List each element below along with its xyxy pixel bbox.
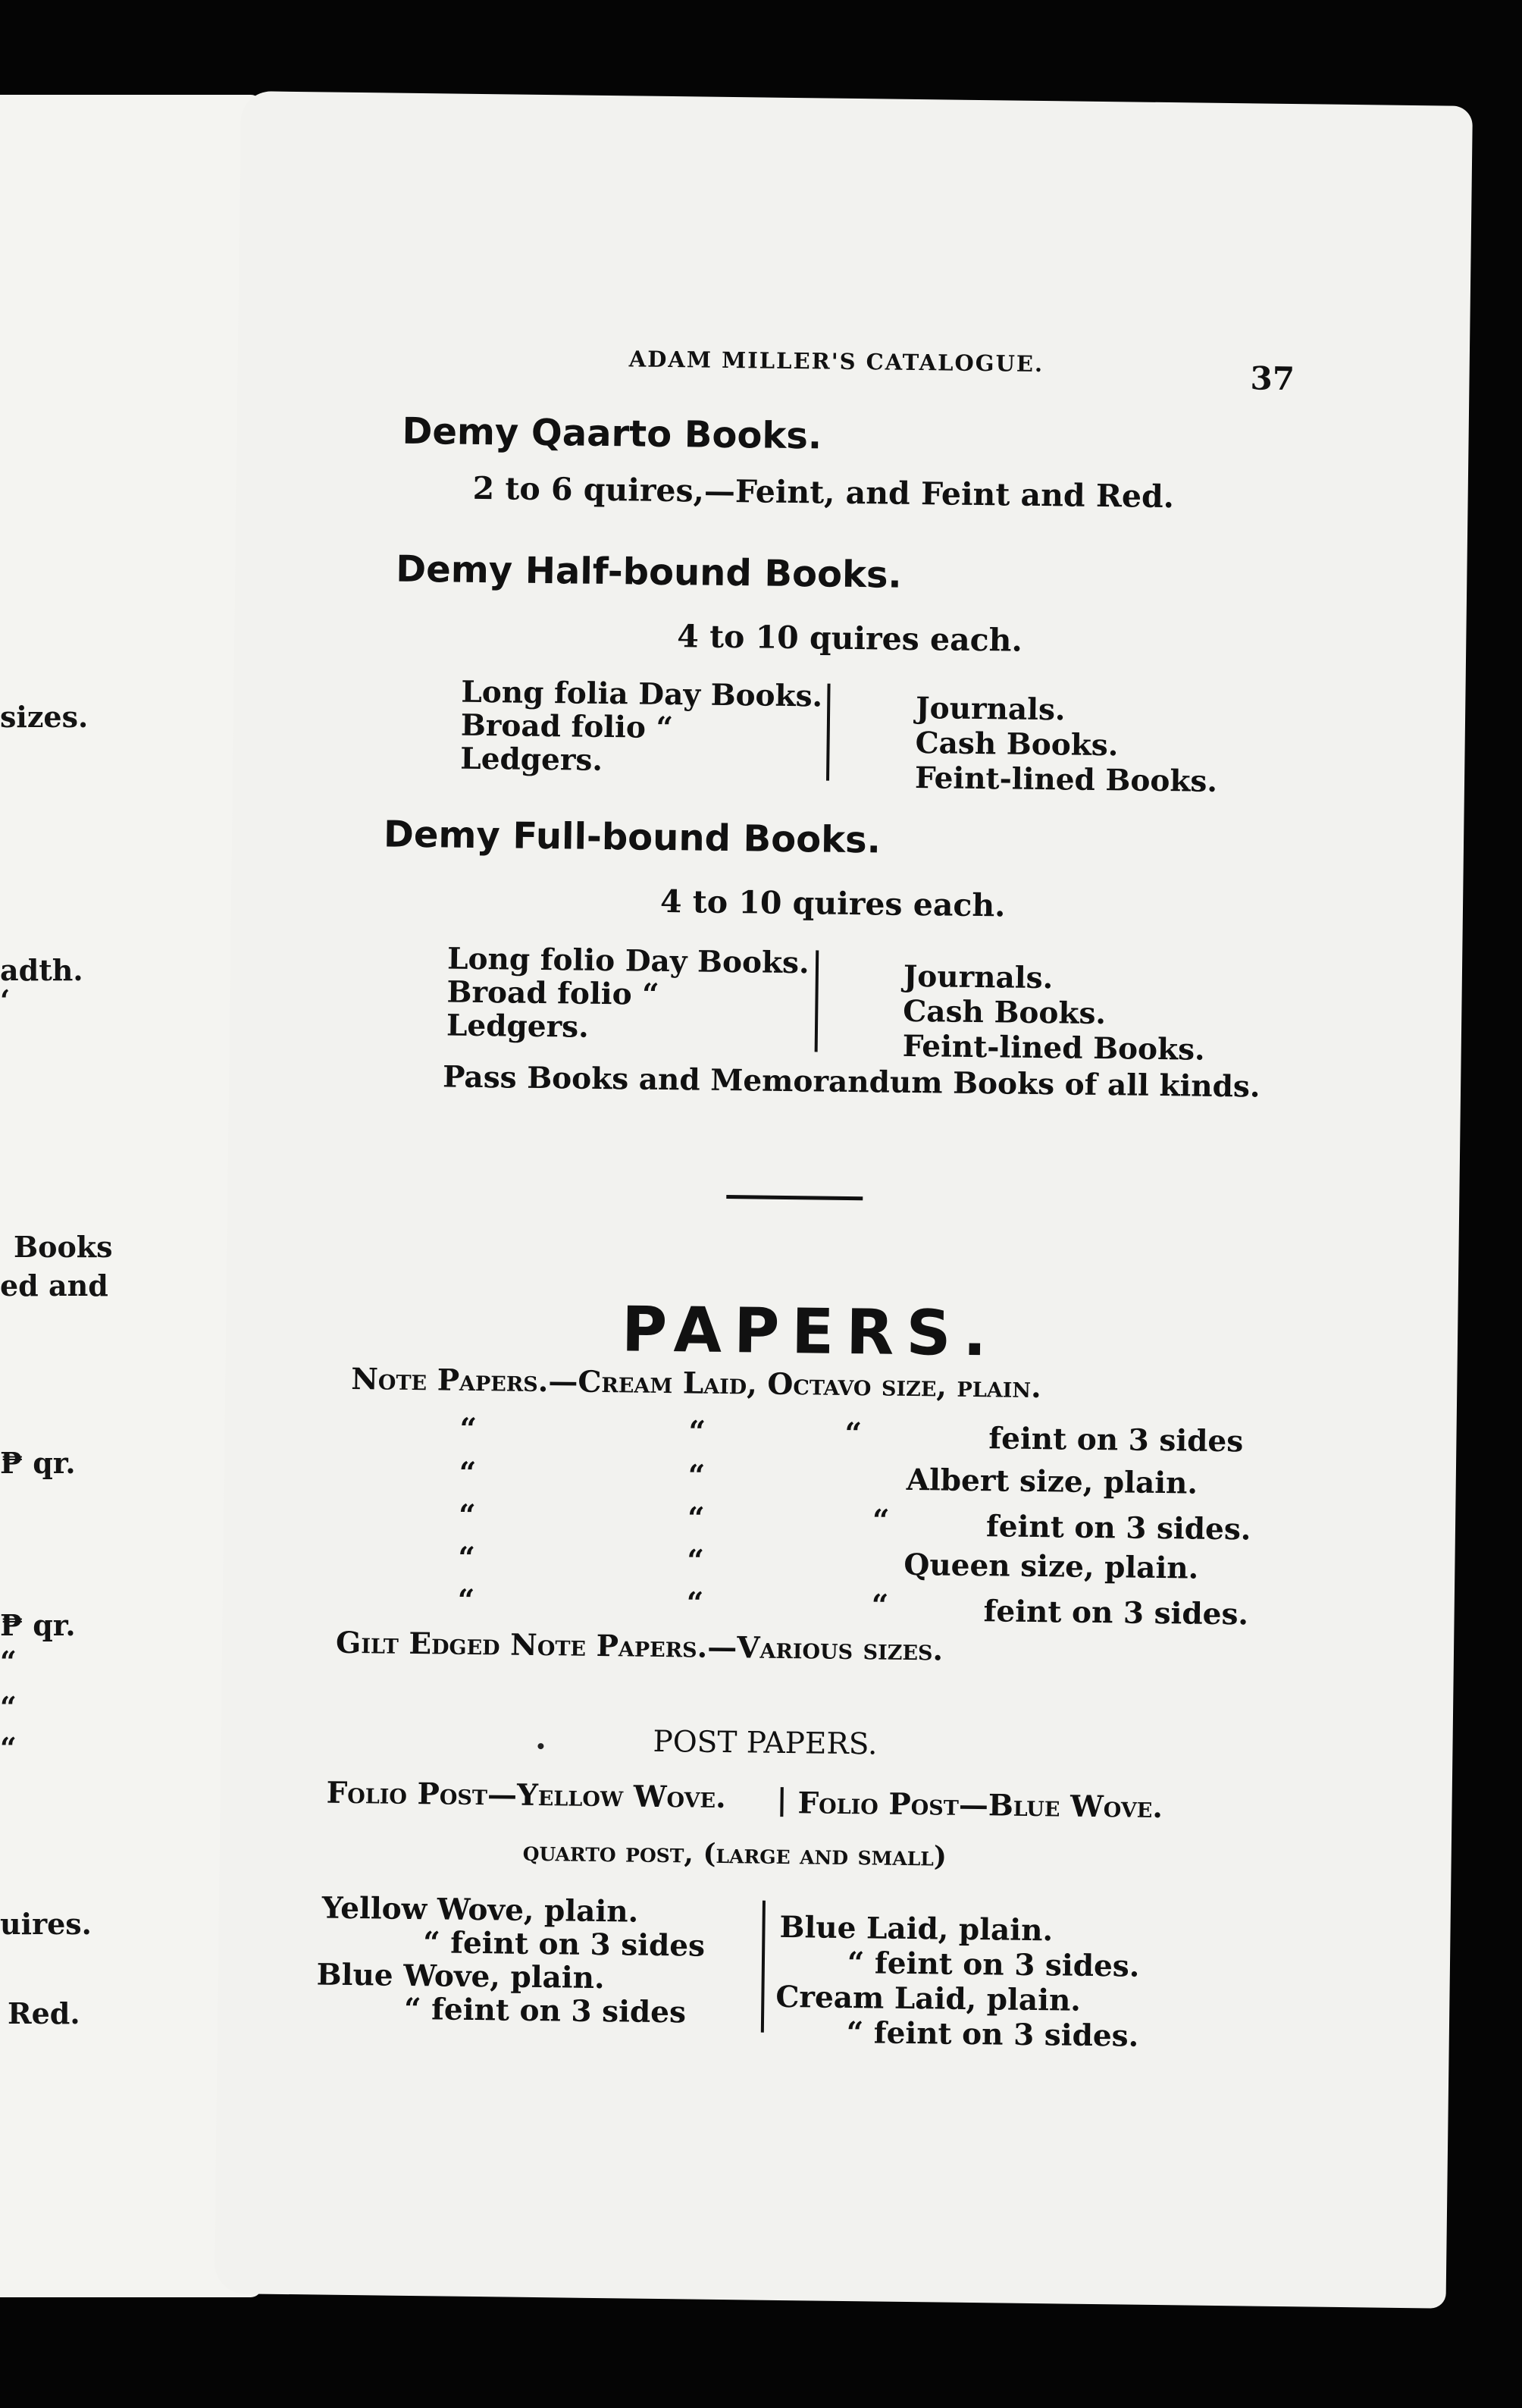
- note-row-text: Albert size, plain.: [906, 1462, 1198, 1501]
- section-heading-demy-quarto: Demy Qaarto Books.: [402, 409, 822, 458]
- list-item: Ledgers.: [446, 1008, 589, 1045]
- facing-line: ed and: [0, 1268, 108, 1303]
- running-title: ADAM MILLER'S CATALOGUE.: [628, 346, 1044, 378]
- ditto-mark: “: [459, 1411, 478, 1447]
- list-item: Cash Books.: [915, 726, 1119, 763]
- list-item: Broad folio “: [460, 707, 674, 746]
- note-row-text: Queen size, plain.: [903, 1547, 1199, 1586]
- papers-title: PAPERS.: [621, 1293, 1000, 1371]
- facing-line: Books: [14, 1230, 113, 1264]
- list-item: Feint-lined Books.: [914, 760, 1218, 799]
- facing-line: ₱ qr.: [0, 1446, 76, 1480]
- facing-line: “: [0, 1690, 17, 1724]
- list-item: Long folia Day Books.: [461, 674, 823, 714]
- ditto-mark: “: [459, 1455, 477, 1491]
- section-divider: [726, 1195, 863, 1200]
- list-item: Journals.: [903, 958, 1054, 996]
- list-item: Blue Wove, plain.: [316, 1957, 605, 1996]
- page-number: 37: [1250, 359, 1295, 398]
- gilt-edged-line: Gilt Edged Note Papers.—Various sizes.: [335, 1625, 944, 1668]
- demy-quarto-detail: 2 to 6 quires,—Feint, and Feint and Red.: [472, 469, 1175, 516]
- list-item: “ feint on 3 sides.: [847, 1946, 1140, 1984]
- ditto-mark: “: [872, 1503, 890, 1538]
- facing-line: uires.: [0, 1907, 92, 1941]
- list-item: Ledgers.: [460, 741, 603, 778]
- list-item: “ feint on 3 sides.: [846, 2015, 1139, 2054]
- note-row-text: feint on 3 sides.: [983, 1594, 1249, 1632]
- speck: [537, 1743, 543, 1749]
- folio-post-yellow: Folio Post—Yellow Wove.: [326, 1775, 727, 1816]
- column-divider: [761, 1901, 766, 2033]
- catalogue-page: [215, 91, 1473, 2309]
- facing-line: Red.: [8, 1996, 80, 2030]
- section-heading-full-bound: Demy Full-bound Books.: [383, 813, 882, 862]
- full-bound-quires: 4 to 10 quires each.: [659, 883, 1006, 924]
- facing-line: sizes.: [0, 700, 89, 734]
- facing-line: ‘: [0, 983, 11, 1017]
- ditto-mark: “: [687, 1543, 705, 1579]
- ditto-mark: “: [457, 1582, 475, 1618]
- column-divider: [815, 950, 819, 1052]
- list-item: Long folio Day Books.: [446, 941, 810, 981]
- ditto-mark: “: [458, 1497, 476, 1533]
- list-item: Feint-lined Books.: [902, 1028, 1205, 1068]
- list-item: “ feint on 3 sides: [422, 1925, 706, 1964]
- ditto-mark: “: [687, 1458, 706, 1494]
- list-item: Yellow Wove, plain.: [321, 1890, 639, 1930]
- note-papers-line: Note Papers.—Cream Laid, Octavo size, plain.: [351, 1361, 1041, 1406]
- list-item: Cash Books.: [903, 993, 1107, 1032]
- ditto-mark: “: [687, 1500, 705, 1536]
- list-item: Broad folio “: [446, 974, 659, 1012]
- folio-separator: |: [776, 1782, 788, 1818]
- section-heading-half-bound: Demy Half-bound Books.: [396, 547, 903, 597]
- post-papers-heading: POST PAPERS.: [653, 1724, 878, 1762]
- ditto-mark: “: [871, 1588, 889, 1623]
- folio-post-blue: Folio Post—Blue Wove.: [797, 1786, 1163, 1826]
- ditto-mark: “: [458, 1540, 476, 1576]
- list-item: Cream Laid, plain.: [775, 1979, 1082, 2018]
- list-item: Journals.: [915, 691, 1066, 728]
- ditto-mark: “: [844, 1416, 863, 1452]
- note-row-text: feint on 3 sides.: [985, 1509, 1251, 1547]
- ditto-mark: “: [686, 1585, 704, 1621]
- column-divider: [826, 684, 831, 781]
- list-item: “ feint on 3 sides: [403, 1991, 687, 2030]
- facing-line: adth.: [0, 953, 83, 987]
- half-bound-quires: 4 to 10 quires each.: [677, 618, 1023, 659]
- pass-books-line: Pass Books and Memorandum Books of all kinds.: [442, 1059, 1261, 1105]
- note-row-text: feint on 3 sides: [988, 1421, 1244, 1460]
- facing-line: “: [0, 1645, 17, 1679]
- quarto-post-heading: quarto post, (large and small): [522, 1835, 947, 1873]
- ditto-mark: “: [688, 1414, 706, 1450]
- facing-line: ₱ qr.: [0, 1608, 76, 1642]
- facing-line: “: [0, 1731, 17, 1765]
- list-item: Blue Laid, plain.: [779, 1909, 1054, 1949]
